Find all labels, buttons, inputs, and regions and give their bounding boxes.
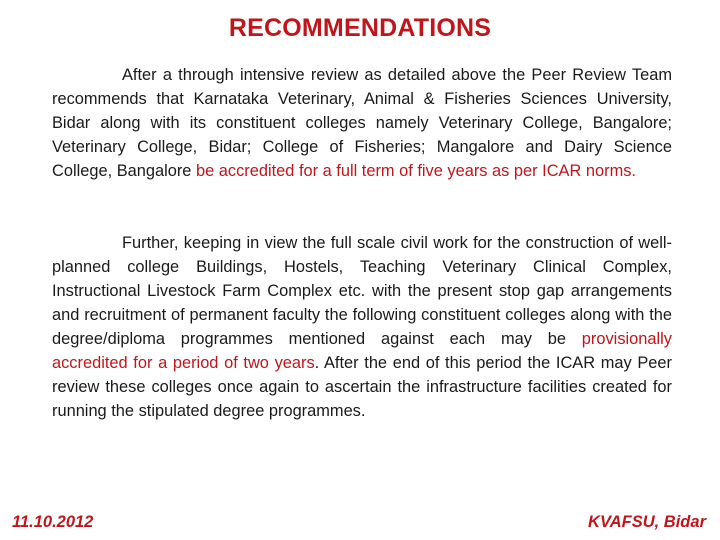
paragraph2-highlight: provisionally accredited for a period of two years <box>52 330 672 372</box>
paragraph2-text-before: Further, keeping in view the full scale civil work for the construction of well-planned college Buildings, Hostels, Teaching Veterinary Clinical Complex, Instructional Livestock Farm Complex etc. with the present stop gap arrangements and recruitment of permanent faculty the following constituent colleges along with the degree/diploma programmes mentioned against each may be <box>52 234 672 348</box>
paragraph2-text-after: . After the end of this period the ICAR may Peer review these colleges once again to ascertain the infrastructure facilities created for running the stipulated degree programmes. <box>52 354 672 420</box>
footer-organization: KVAFSU, Bidar <box>588 513 706 531</box>
paragraph-provisional <box>52 231 672 423</box>
paragraph1-text: After a through intensive review as detailed above the Peer Review Team recommends that Karnataka Veterinary, Animal & Fisheries Sciences University, Bidar along with its constituent colleges namely Veterinary College, Bangalore; Veterinary College, Bidar; College of Fisheries; Mangalore and Dairy Science College, Bangalore <box>52 66 672 180</box>
page-title: RECOMMENDATIONS <box>228 14 492 42</box>
paragraph-accreditation <box>52 63 672 183</box>
footer-date: 11.10.2012 <box>12 513 94 531</box>
paragraph1-highlight: be accredited for a full term of five years as per ICAR norms. <box>195 162 636 180</box>
